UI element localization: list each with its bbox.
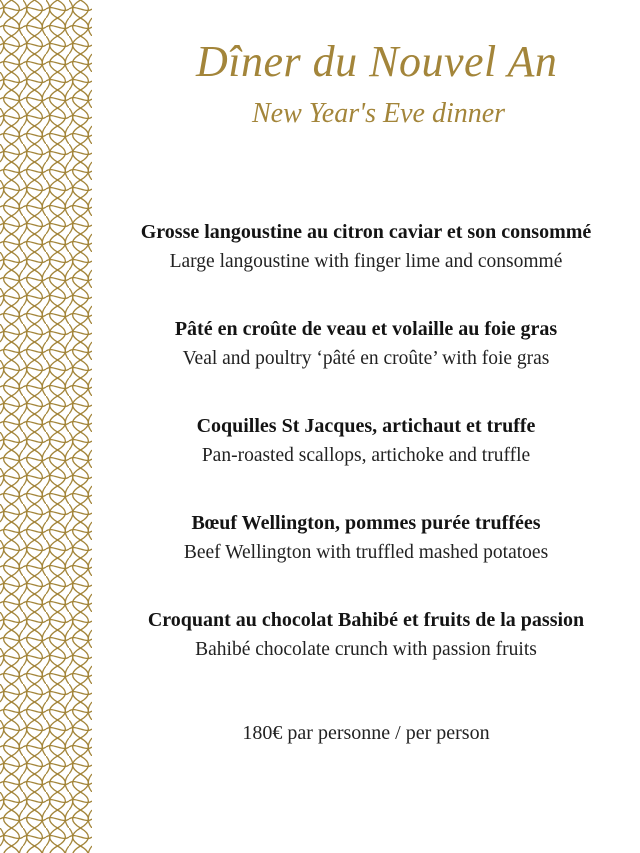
- course-name-english: Pan-roasted scallops, artichoke and truffle: [201, 445, 531, 466]
- decorative-pattern-border: [0, 0, 92, 853]
- course-item: [100, 412, 632, 509]
- course-item: [100, 315, 632, 412]
- course-name-english: Veal and poultry ‘pâté en croûte’ with foie gras: [182, 348, 550, 369]
- course-name-french: Coquilles St Jacques, artichaut et truffe: [196, 415, 536, 437]
- course-name-french: Grosse langoustine au citron caviar et son consommé: [140, 221, 592, 243]
- course-name-english: Beef Wellington with truffled mashed potatoes: [183, 542, 549, 563]
- course-name-french: Croquant au chocolat Bahibé et fruits de la passion: [147, 609, 585, 631]
- price-per-person: 180€ par personne / per person: [242, 722, 490, 744]
- menu-list: [100, 218, 632, 703]
- course-name-french: Bœuf Wellington, pommes purée truffées: [191, 512, 541, 534]
- course-name-english: Large langoustine with finger lime and consommé: [169, 251, 563, 272]
- course-item: [100, 509, 632, 606]
- course-name-french: Pâté en croûte de veau et volaille au foie gras: [174, 318, 558, 340]
- title-french: Dîner du Nouvel An: [196, 37, 558, 86]
- course-name-english: Bahibé chocolate crunch with passion fruits: [195, 639, 537, 660]
- title-english: New Year's Eve dinner: [252, 98, 506, 129]
- course-item: [100, 218, 632, 315]
- course-item: [100, 606, 632, 703]
